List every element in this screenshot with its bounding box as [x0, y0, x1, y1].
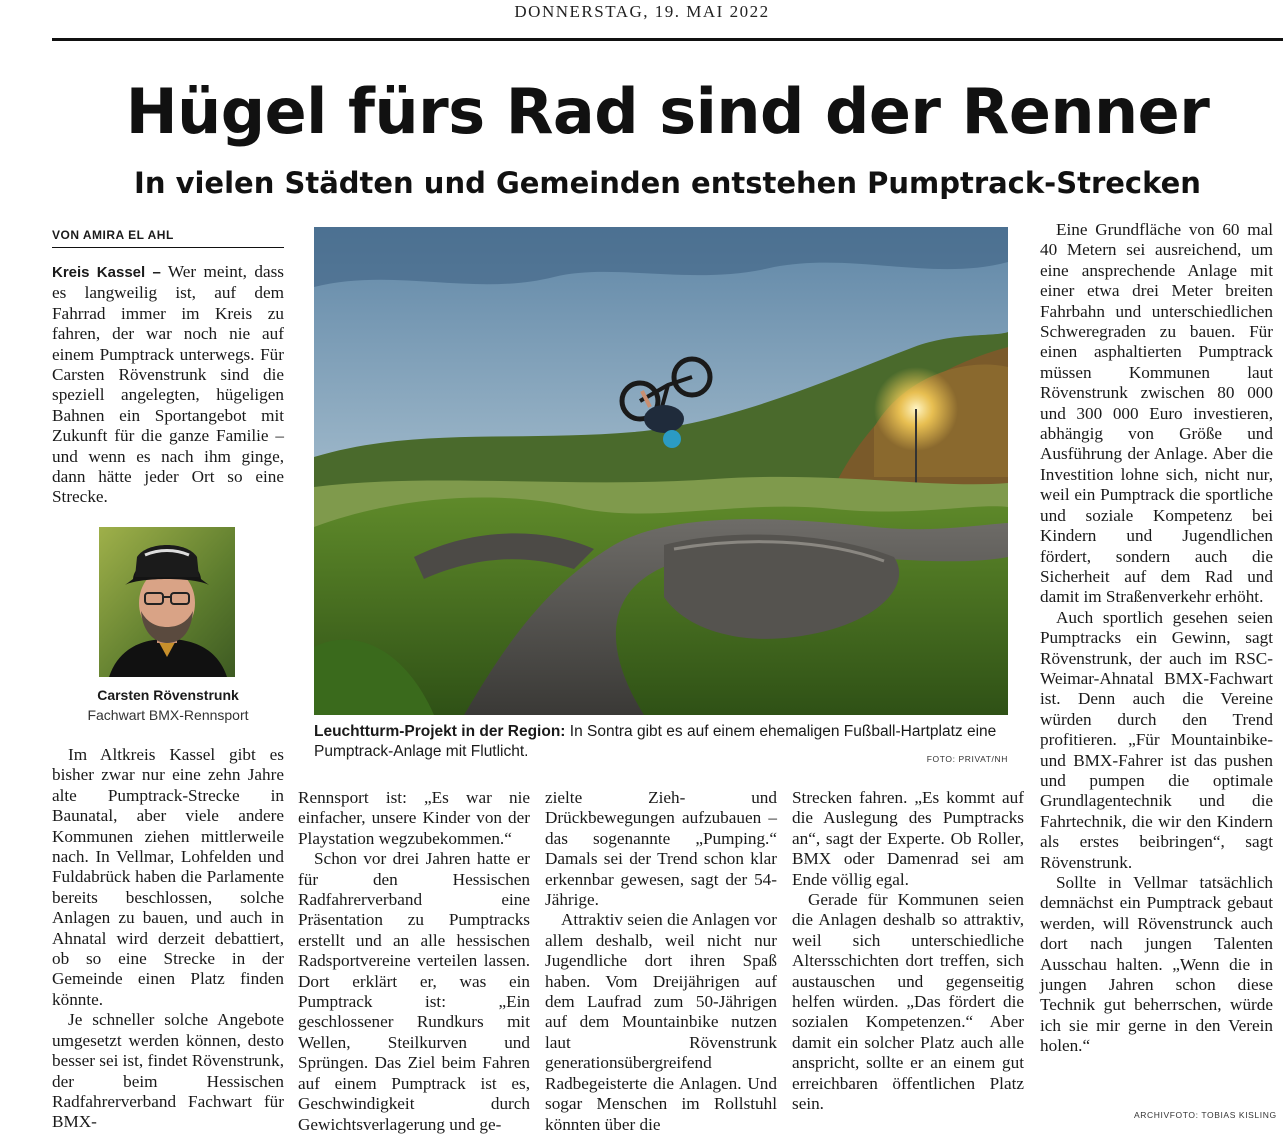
column-4 [792, 788, 1024, 1115]
issue-date: DONNERSTAG, 19. MAI 2022 [514, 2, 770, 21]
subheadline: In vielen Städten und Gemeinden entstehen Pumptrack-Strecken [134, 166, 1201, 200]
lead-paragraph [52, 262, 284, 508]
col3-paragraph-1: zielte Zieh- und Drückbewegungen aufzubauen – das sogenannte „Pumping.“ Damals sei der Trend schon klar erkennbar gewesen, sagt der 54-Jährige. [545, 788, 777, 910]
portrait-photo [99, 527, 235, 677]
headline: Hügel fürs Rad sind der Renner [125, 75, 1210, 148]
portrait-role: Fachwart BMX-Rennsport [87, 707, 249, 723]
column-5 [1040, 220, 1273, 1057]
portrait-caption [52, 685, 284, 725]
photo-caption [314, 722, 1008, 769]
portrait-illustration [99, 527, 235, 677]
column-3 [545, 788, 777, 1135]
place-dateline: Kreis Kassel – [52, 264, 161, 281]
col4-paragraph-1: Strecken fahren. „Es kommt auf die Auslegung des Pumptracks an“, sagt der Experte. Ob Roller, BMX oder Damenrad sei am Ende völlig egal. [792, 788, 1024, 889]
photo-credit: FOTO: PRIVAT/NH [926, 754, 1008, 764]
col5-paragraph-3: Sollte in Vellmar tatsächlich demnächst ein Pumptrack gebaut werden, will Rövenstrunck auch dort nach jungen Talenten Ausschau halten. „Wenn die in jungen Jahren schon diese Technik gut beherrschen, würde ich sie mir gerne in den Verein holen.“ [1040, 873, 1273, 1056]
col5-paragraph-2: Auch sportlich gesehen seien Pumptracks ein Gewinn, sagt Rövenstrunk, der auch im RSC-Weimar-Ahnatal BMX-Fachwart ist. Denn auch die Vereine würden durch den Trend profitieren. „Für Mountainbike- und BMX-Fahrer ist das pushen und pumpen die optimale Grundlagentechnik und die Fahrtechnik, die wir den Kindern als erstes beibringen“, sagt Rövenstrunk. [1040, 607, 1273, 872]
caption-text: In Sontra gibt es auf einem ehemaligen Fußball-Hartplatz eine Pumptrack-Anlage mit Flutlicht. [314, 723, 997, 760]
col3-paragraph-2: Attraktiv seien die Anlagen vor allem deshalb, weil nicht nur Jugendliche dort ihren Spaß haben. Vom Dreijährigen auf dem Laufrad zum 50-Jährigen auf dem Mountainbike nutzen laut Rövenstrunk generationsübergreifend Radbegeisterte die Anlagen. Und sogar Menschen im Rollstuhl könnten über die [545, 910, 777, 1134]
lead-text: Wer meint, dass es langweilig ist, auf dem Fahrrad immer im Kreis zu fahren, der war noch nie auf einem Pumptrack unterwegs. Für Carsten Rövenstrunk sind die speziell angelegten, hügeligen Bahnen ein Sportangebot mit Zukunft für die ganze Familie – und wenn es nach ihm ginge, dann hätte jeder Ort so eine Strecke. [52, 262, 284, 507]
byline: VON AMIRA EL AHL [52, 228, 284, 248]
column-2 [298, 788, 530, 1135]
header-rule [52, 38, 1283, 41]
column-1 [52, 745, 284, 1133]
col1-paragraph-2: Je schneller solche Angebote umgesetzt werden können, desto besser sei ist, findet Rövenstrunk, der beim Hessischen Radfahrerverband Fachwart für BMX- [52, 1010, 284, 1132]
main-photo [314, 227, 1008, 715]
col4-paragraph-2: Gerade für Kommunen seien die Anlagen deshalb so attraktiv, weil sich unterschiedliche Altersschichten dort treffen, sich austauschen und gegenseitig helfen würden. „Das fördert die sozialen Kompetenzen.“ Aber damit ein solcher Platz auch alle anspricht, sollte er an einem gut erreichbaren öffentlichen Platz sein. [792, 890, 1024, 1114]
col2-paragraph-2: Schon vor drei Jahren hatte er für den Hessischen Radfahrerverband eine Präsentation zu Pumptracks erstellt und an alle hessischen Radsportvereine verteilen lassen. Dort erklärt er, was ein Pumptrack ist: „Ein geschlossener Rundkurs mit Wellen, Steilkurven und Sprüngen. Das Ziel beim Fahren auf einem Pumptrack ist es, Geschwindigkeit durch Gewichtsverlagerung und ge- [298, 849, 530, 1134]
portrait-name: Carsten Rövenstrunk [97, 687, 239, 703]
col1-paragraph-1: Im Altkreis Kassel gibt es bisher zwar nur eine zehn Jahre alte Pumptrack-Strecke in Baunatal, aber viele andere Kommunen ziehen mittlerweile nach. In Vellmar, Lohfelden und Fuldabrück haben die Parlamente bereits beschlossen, solche Anlagen zu bauen, und auch in Ahnatal wird derzeit debattiert, ob so eine Strecke in der Gemeinde einen Platz finden könnte. [52, 745, 284, 1009]
caption-lead: Leuchtturm-Projekt in der Region: [314, 723, 566, 740]
col5-paragraph-1: Eine Grundfläche von 60 mal 40 Metern sei ausreichend, um eine ansprechende Anlage mit einer etwa drei Meter breiten Fahrbahn und unterschiedlichen Schweregraden zu bauen. Für einen asphaltierten Pumptrack müssen Kommunen laut Rövenstrunk zwischen 80 000 und 300 000 Euro investieren, abhängig von Größe und Ausführung der Anlage. Aber die Investition lohne sich, nicht nur, weil ein Pumptrack die sportliche und soziale Kompetenz bei Kindern und Jugendlichen fördert, sondern auch die Sicherheit auf dem Rad und damit im Straßenverkehr erhöht. [1040, 220, 1273, 607]
pumptrack-illustration [314, 227, 1008, 715]
col2-paragraph-1: Rennsport ist: „Es war nie einfacher, unsere Kinder von der Playstation wegzubekommen.“ [298, 788, 530, 848]
portrait-credit: ARCHIVFOTO: TOBIAS KISLING [1134, 1110, 1277, 1120]
